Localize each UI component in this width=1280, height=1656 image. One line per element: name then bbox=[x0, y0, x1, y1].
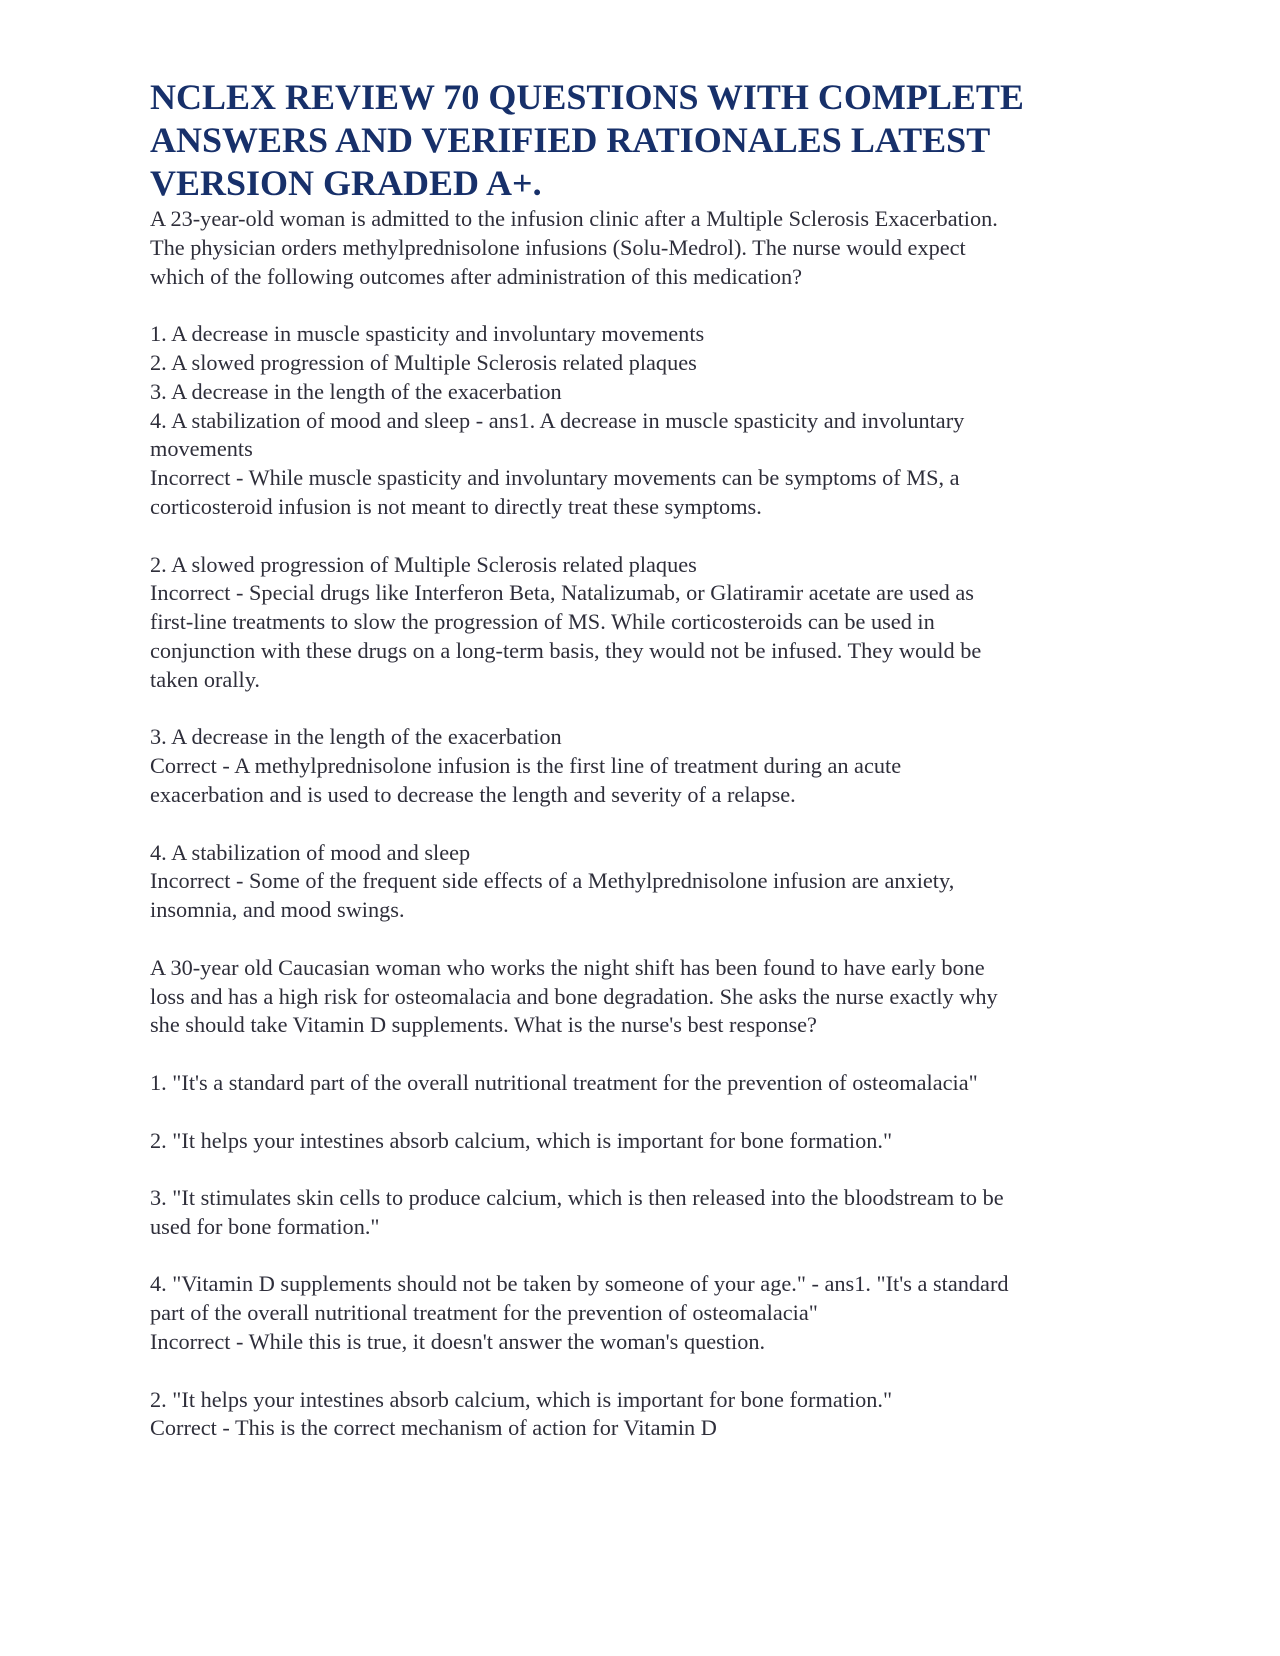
text-line: 2. "It helps your intestines absorb calcium, which is important for bone formation." bbox=[150, 1386, 893, 1412]
paragraph bbox=[150, 954, 1135, 1040]
paragraph bbox=[150, 1069, 1135, 1098]
text-line: first-line treatments to slow the progression of MS. While corticosteroids can be used in bbox=[150, 609, 935, 635]
paragraph-gap bbox=[150, 1098, 1135, 1127]
text-line: insomnia, and mood swings. bbox=[150, 897, 405, 923]
text-line: she should take Vitamin D supplements. What is the nurse's best response? bbox=[150, 1012, 817, 1038]
document-body bbox=[150, 205, 1135, 1443]
paragraph bbox=[150, 320, 1135, 522]
paragraph-gap bbox=[150, 291, 1135, 320]
text-line: 2. A slowed progression of Multiple Sclerosis related plaques bbox=[150, 349, 697, 375]
text-line: taken orally. bbox=[150, 666, 260, 692]
paragraph bbox=[150, 1127, 1135, 1156]
text-line: movements bbox=[150, 436, 253, 462]
text-line: The physician orders methylprednisolone infusions (Solu-Medrol). The nurse would expect bbox=[150, 234, 966, 260]
paragraph bbox=[150, 551, 1135, 695]
paragraph bbox=[150, 205, 1135, 291]
paragraph bbox=[150, 839, 1135, 925]
text-line: 2. "It helps your intestines absorb calcium, which is important for bone formation." bbox=[150, 1127, 893, 1153]
paragraph bbox=[150, 1270, 1135, 1356]
text-line: 4. A stabilization of mood and sleep bbox=[150, 839, 471, 865]
paragraph-gap bbox=[150, 695, 1135, 724]
text-line: 3. A decrease in the length of the exacerbation bbox=[150, 378, 562, 404]
text-line: 3. A decrease in the length of the exacerbation bbox=[150, 724, 562, 750]
text-line: loss and has a high risk for osteomalacia and bone degradation. She asks the nurse exactly why bbox=[150, 983, 998, 1009]
paragraph-gap bbox=[150, 522, 1135, 551]
paragraph-gap bbox=[150, 1357, 1135, 1386]
text-line: Correct - A methylprednisolone infusion is the first line of treatment during an acute bbox=[150, 753, 902, 779]
document-title bbox=[150, 76, 1135, 205]
document-page bbox=[150, 76, 1135, 1443]
text-line: Incorrect - Some of the frequent side effects of a Methylprednisolone infusion are anxiety, bbox=[150, 868, 955, 894]
text-line: Incorrect - While muscle spasticity and involuntary movements can be symptoms of MS, a bbox=[150, 465, 960, 491]
title-line: VERSION GRADED A+. bbox=[150, 163, 542, 203]
text-line: A 23-year-old woman is admitted to the infusion clinic after a Multiple Sclerosis Exacerbation. bbox=[150, 206, 998, 231]
text-line: 1. "It's a standard part of the overall nutritional treatment for the prevention of osteomalacia" bbox=[150, 1069, 978, 1095]
paragraph bbox=[150, 723, 1135, 809]
paragraph bbox=[150, 1386, 1135, 1444]
paragraph-gap bbox=[150, 1242, 1135, 1271]
text-line: 3. "It stimulates skin cells to produce calcium, which is then released into the bloodstream to be bbox=[150, 1185, 1004, 1211]
text-line: exacerbation and is used to decrease the length and severity of a relapse. bbox=[150, 781, 796, 807]
paragraph-gap bbox=[150, 810, 1135, 839]
text-line: 2. A slowed progression of Multiple Sclerosis related plaques bbox=[150, 551, 697, 577]
text-line: part of the overall nutritional treatment for the prevention of osteomalacia" bbox=[150, 1300, 818, 1326]
text-line: Incorrect - Special drugs like Interferon Beta, Natalizumab, or Glatiramir acetate are used as bbox=[150, 580, 974, 606]
text-line: Correct - This is the correct mechanism of action for Vitamin D bbox=[150, 1415, 717, 1441]
title-line: ANSWERS AND VERIFIED RATIONALES LATEST bbox=[150, 120, 991, 160]
title-line: NCLEX REVIEW 70 QUESTIONS WITH COMPLETE bbox=[150, 77, 1024, 117]
paragraph-gap bbox=[150, 1040, 1135, 1069]
text-line: which of the following outcomes after administration of this medication? bbox=[150, 263, 803, 289]
text-line: 4. "Vitamin D supplements should not be taken by someone of your age." - ans1. "It's a standard bbox=[150, 1271, 1009, 1297]
text-line: Incorrect - While this is true, it doesn't answer the woman's question. bbox=[150, 1329, 766, 1355]
text-line: A 30-year old Caucasian woman who works the night shift has been found to have early bone bbox=[150, 954, 985, 980]
paragraph-gap bbox=[150, 1155, 1135, 1184]
text-line: 1. A decrease in muscle spasticity and involuntary movements bbox=[150, 321, 705, 347]
text-line: conjunction with these drugs on a long-term basis, they would not be infused. They would be bbox=[150, 637, 982, 663]
paragraph-gap bbox=[150, 925, 1135, 954]
paragraph bbox=[150, 1184, 1135, 1242]
text-line: used for bone formation." bbox=[150, 1213, 380, 1239]
text-line: corticosteroid infusion is not meant to directly treat these symptoms. bbox=[150, 493, 762, 519]
text-line: 4. A stabilization of mood and sleep - ans1. A decrease in muscle spasticity and involuntary bbox=[150, 407, 965, 433]
